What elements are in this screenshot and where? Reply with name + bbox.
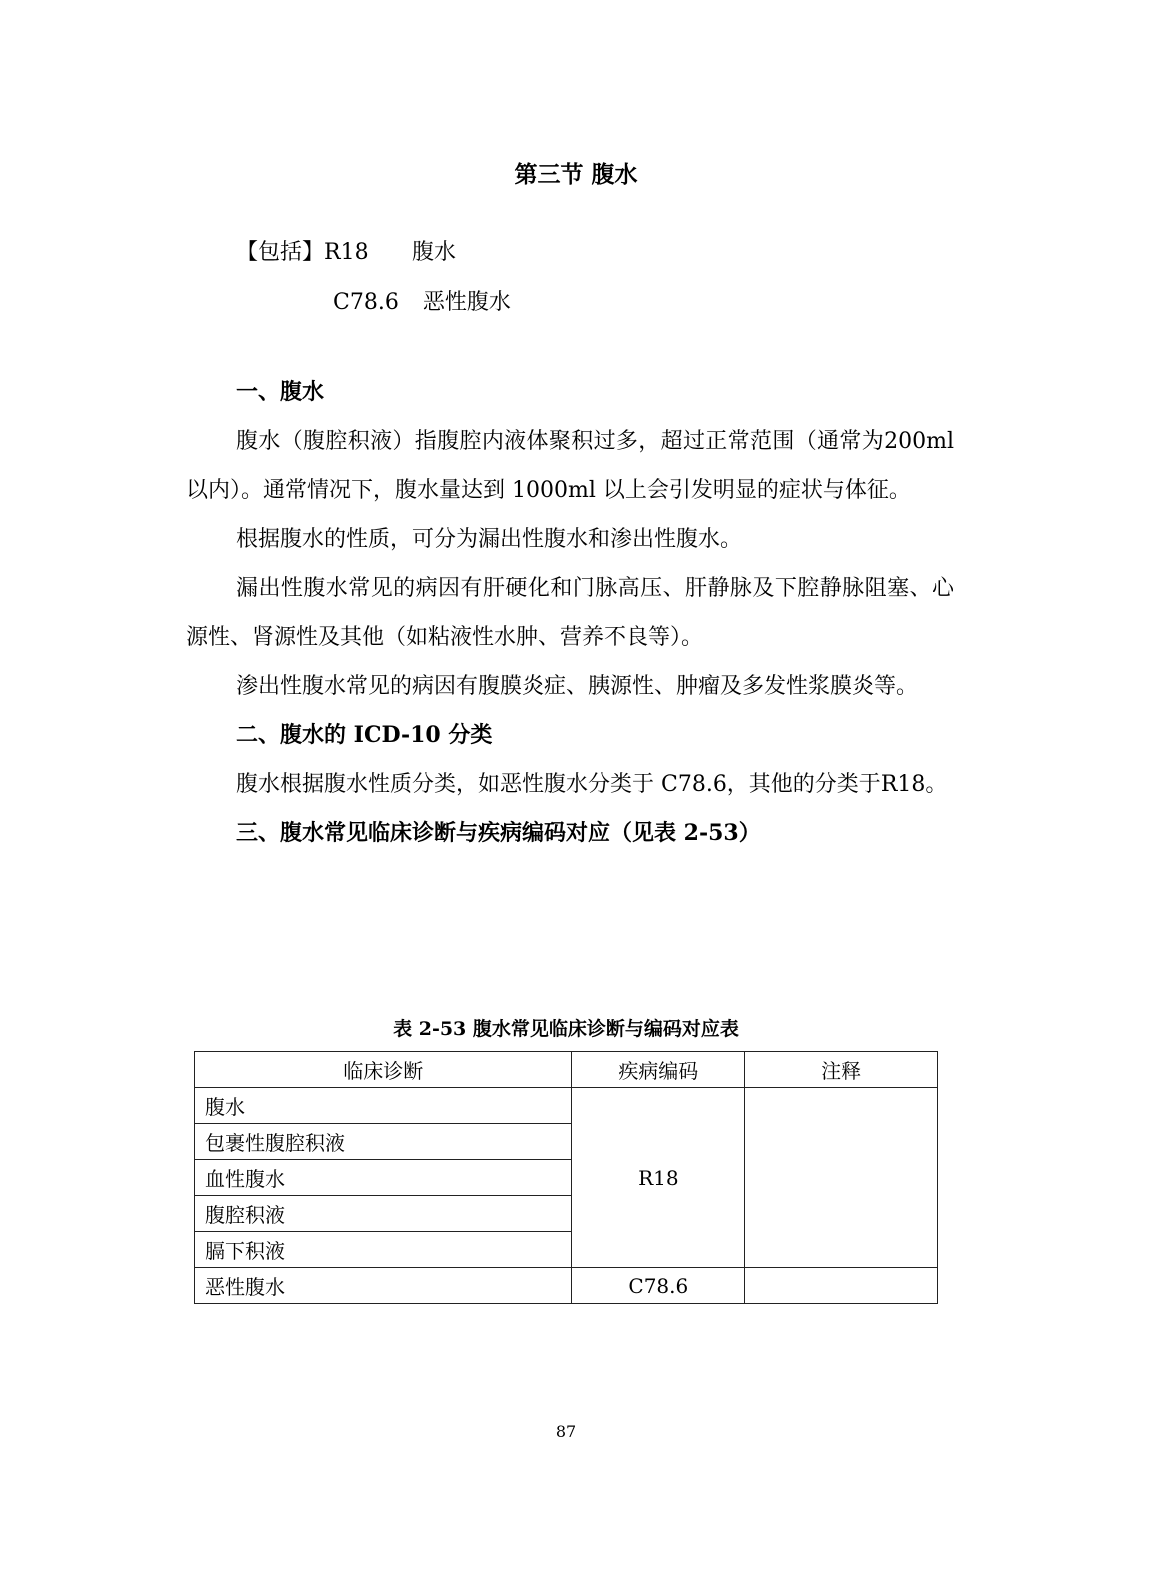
note-cell bbox=[745, 1268, 938, 1304]
diagnosis-cell: 包裹性腹腔积液 bbox=[195, 1124, 572, 1160]
note-cell bbox=[745, 1088, 938, 1268]
column-header-note: 注释 bbox=[745, 1052, 938, 1088]
table-header-row bbox=[195, 1052, 938, 1088]
diagnosis-code-table bbox=[194, 1051, 938, 1304]
body-text bbox=[186, 368, 954, 858]
diagnosis-cell: 腹水 bbox=[195, 1088, 572, 1124]
paragraph: 腹水（腹腔积液）指腹腔内液体聚积过多，超过正常范围（通常为200ml 以内）。通常情况下，腹水量达到 1000ml 以上会引发明显的症状与体征。 bbox=[186, 429, 954, 503]
includes-block bbox=[236, 228, 511, 328]
include-code: R18 bbox=[324, 240, 369, 265]
paragraph: 腹水根据腹水性质分类，如恶性腹水分类于 C78.6，其他的分类于R18。 bbox=[236, 772, 948, 797]
diagnosis-cell: 腹腔积液 bbox=[195, 1196, 572, 1232]
diagnosis-cell: 膈下积液 bbox=[195, 1232, 572, 1268]
table-row bbox=[195, 1268, 938, 1304]
paragraph: 渗出性腹水常见的病因有腹膜炎症、胰源性、肿瘤及多发性浆膜炎等。 bbox=[236, 674, 919, 699]
column-header-code: 疾病编码 bbox=[572, 1052, 745, 1088]
include-name: 腹水 bbox=[412, 240, 457, 265]
section-heading: 一、腹水 bbox=[236, 379, 325, 405]
table-caption: 表 2-53 腹水常见临床诊断与编码对应表 bbox=[393, 1018, 739, 1040]
include-row bbox=[236, 228, 511, 278]
section-heading: 三、腹水常见临床诊断与疾病编码对应（见表 2-53） bbox=[236, 820, 761, 846]
section-heading: 二、腹水的 ICD-10 分类 bbox=[236, 722, 493, 748]
paragraph: 根据腹水的性质，可分为漏出性腹水和渗出性腹水。 bbox=[236, 527, 743, 552]
include-name: 恶性腹水 bbox=[422, 290, 511, 315]
code-cell: C78.6 bbox=[572, 1268, 745, 1304]
diagnosis-cell: 血性腹水 bbox=[195, 1160, 572, 1196]
section-title: 第三节 腹水 bbox=[514, 161, 638, 188]
code-cell: R18 bbox=[572, 1088, 745, 1268]
include-code: C78.6 bbox=[333, 290, 399, 315]
diagnosis-cell: 恶性腹水 bbox=[195, 1268, 572, 1304]
page-number: 87 bbox=[555, 1422, 577, 1441]
table-row bbox=[195, 1088, 938, 1124]
paragraph: 漏出性腹水常见的病因有肝硬化和门脉高压、肝静脉及下腔静脉阻塞、心源性、肾源性及其他（如粘液性水肿、营养不良等）。 bbox=[186, 576, 954, 650]
includes-label: 【包括】 bbox=[236, 240, 325, 265]
include-row bbox=[236, 278, 511, 328]
column-header-diagnosis: 临床诊断 bbox=[195, 1052, 572, 1088]
